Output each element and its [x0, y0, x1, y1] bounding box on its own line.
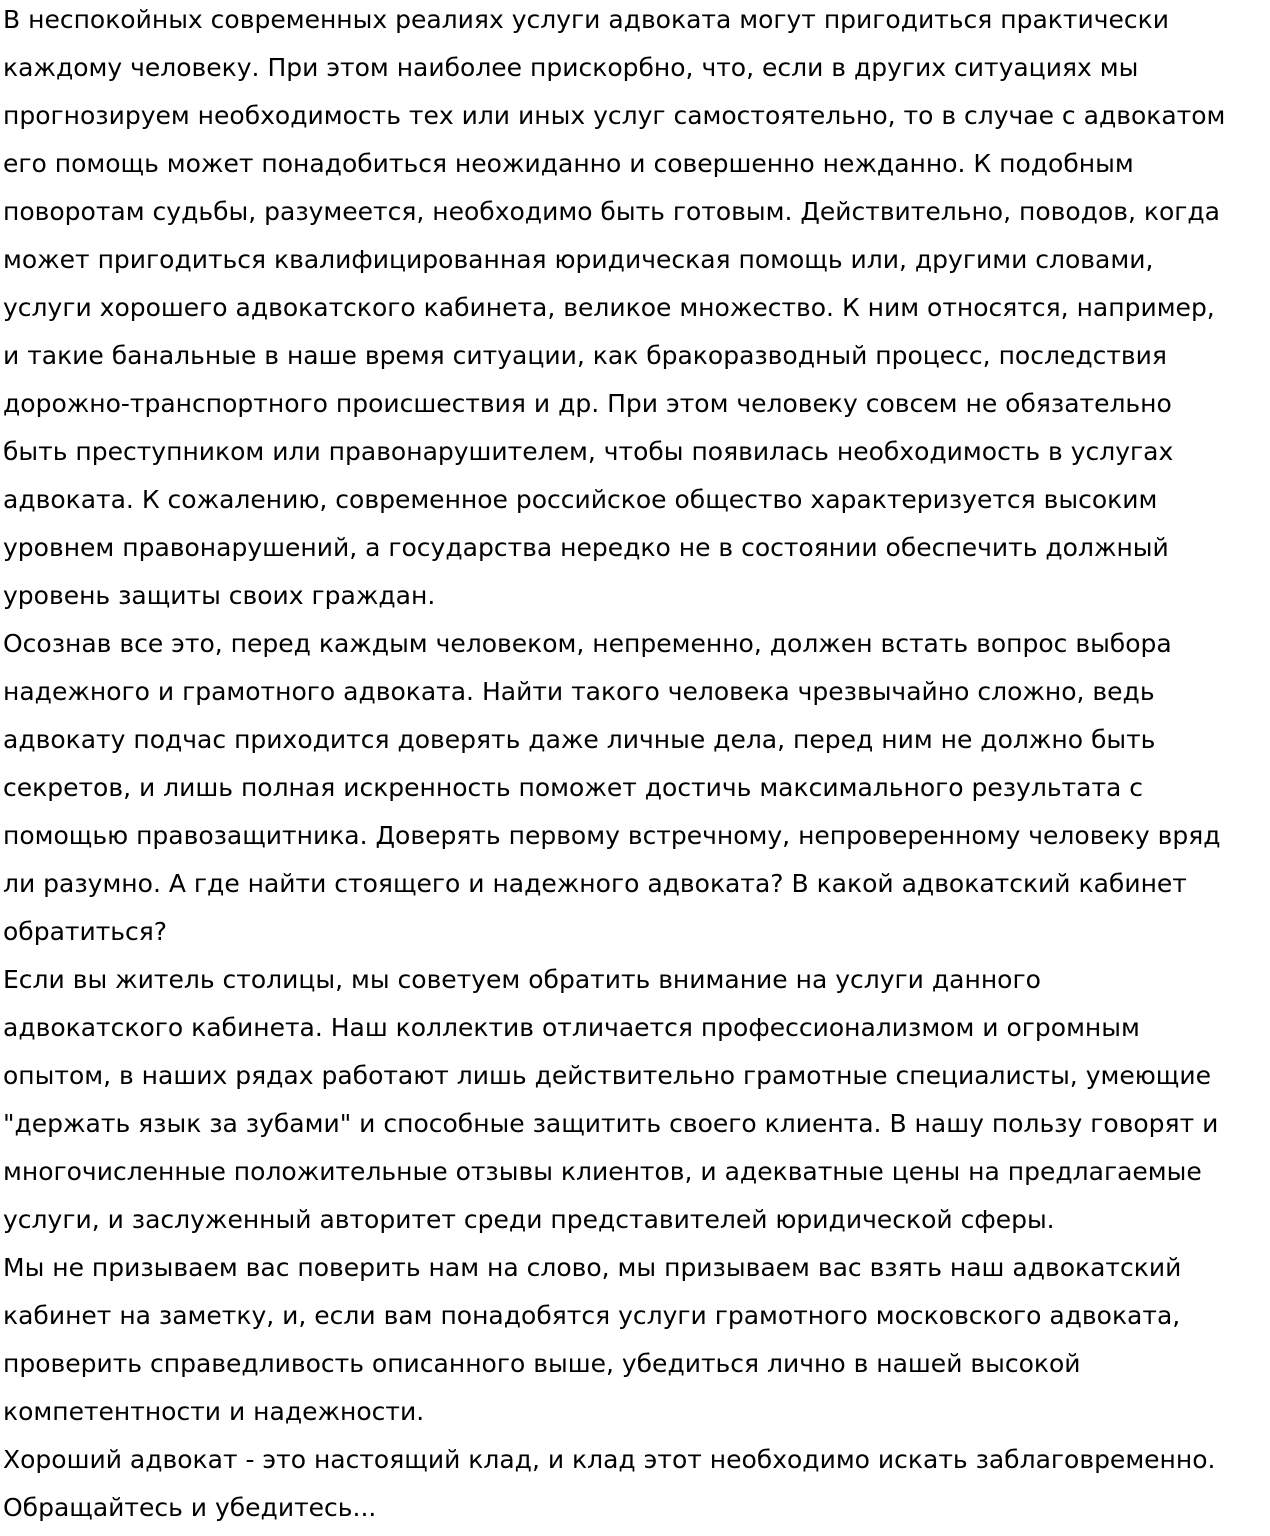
text-line: кабинет на заметку, и, если вам понадобятся услуги грамотного московского адвоката, — [3, 1301, 1181, 1330]
text-line: компетентности и надежности. — [3, 1397, 425, 1426]
text-line: обратиться? — [3, 917, 168, 946]
text-line: прогнозируем необходимость тех или иных услуг самостоятельно, то в случае с адвокатом — [3, 101, 1226, 130]
text-line: секретов, и лишь полная искренность поможет достичь максимального результата с — [3, 773, 1144, 802]
text-line: дорожно-транспортного происшествия и др. При этом человеку совсем не обязательно — [3, 389, 1172, 418]
text-line: уровень защиты своих граждан. — [3, 581, 436, 610]
text-line: В неспокойных современных реалиях услуги адвоката могут пригодиться практически — [3, 5, 1169, 34]
text-line: каждому человеку. При этом наиболее прискорбно, что, если в других ситуациях мы — [3, 53, 1139, 82]
text-line: адвокатского кабинета. Наш коллектив отличается профессионализмом и огромным — [3, 1013, 1140, 1042]
text-line: Обращайтесь и убедитесь... — [3, 1493, 377, 1522]
text-line: опытом, в наших рядах работают лишь действительно грамотные специалисты, умеющие — [3, 1061, 1211, 1090]
text-line: услуги хорошего адвокатского кабинета, великое множество. К ним относятся, например, — [3, 293, 1215, 322]
text-line: адвоката. К сожалению, современное российское общество характеризуется высоким — [3, 485, 1158, 514]
text-line: его помощь может понадобиться неожиданно и совершенно нежданно. К подобным — [3, 149, 1134, 178]
text-line: поворотам судьбы, разумеется, необходимо быть готовым. Действительно, поводов, когда — [3, 197, 1221, 226]
text-line: проверить справедливость описанного выше, убедиться лично в нашей высокой — [3, 1349, 1081, 1378]
text-line: услуги, и заслуженный авторитет среди представителей юридической сферы. — [3, 1205, 1055, 1234]
text-line: помощью правозащитника. Доверять первому встречному, непроверенному человеку вряд — [3, 821, 1221, 850]
text-line: "держать язык за зубами" и способные защитить своего клиента. В нашу пользу говорят и — [3, 1109, 1219, 1138]
text-line: ли разумно. А где найти стоящего и надежного адвоката? В какой адвокатский кабинет — [3, 869, 1187, 898]
text-line: может пригодиться квалифицированная юридическая помощь или, другими словами, — [3, 245, 1154, 274]
text-line: надежного и грамотного адвоката. Найти такого человека чрезвычайно сложно, ведь — [3, 677, 1155, 706]
text-line: быть преступником или правонарушителем, чтобы появилась необходимость в услугах — [3, 437, 1174, 466]
text-line: Хороший адвокат - это настоящий клад, и клад этот необходимо искать заблаговременно. — [3, 1445, 1216, 1474]
text-line: Осознав все это, перед каждым человеком, непременно, должен встать вопрос выбора — [3, 629, 1172, 658]
text-line: Мы не призываем вас поверить нам на слово, мы призываем вас взять наш адвокатский — [3, 1253, 1182, 1282]
text-line: многочисленные положительные отзывы клиентов, и адекватные цены на предлагаемые — [3, 1157, 1202, 1186]
text-line: и такие банальные в наше время ситуации, как бракоразводный процесс, последствия — [3, 341, 1167, 370]
text-line: Если вы житель столицы, мы советуем обратить внимание на услуги данного — [3, 965, 1041, 994]
text-line: уровнем правонарушений, а государства нередко не в состоянии обеспечить должный — [3, 533, 1169, 562]
text-line: адвокату подчас приходится доверять даже личные дела, перед ним не должно быть — [3, 725, 1156, 754]
